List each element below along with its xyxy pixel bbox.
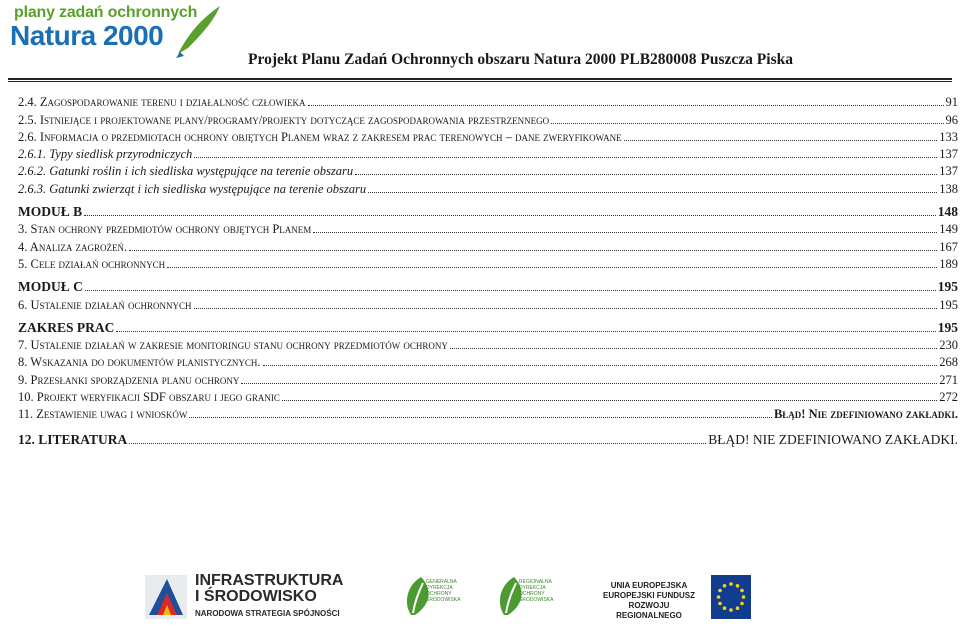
toc-entry-title: 10. Projekt weryfikacji SDF obszaru i jego granic bbox=[18, 390, 280, 405]
toc-entry[interactable] bbox=[18, 202, 958, 219]
toc-entry[interactable] bbox=[18, 335, 958, 352]
page-header-title: Projekt Planu Zadań Ochronnych obszaru Natura 2000 PLB280008 Puszcza Piska bbox=[248, 51, 793, 68]
toc-entry-title: 2.4. Zagospodarowanie terenu i działalność człowieka bbox=[18, 95, 306, 110]
footer-logos bbox=[0, 565, 960, 630]
toc-entry[interactable] bbox=[18, 178, 958, 195]
eu-line2: EUROPEJSKI FUNDUSZ bbox=[602, 591, 695, 600]
infrastructure-logo-text bbox=[195, 573, 343, 605]
header-divider-thin bbox=[8, 81, 952, 82]
toc-entry-title: 8. Wskazania do dokumentów planistycznych. bbox=[18, 355, 261, 370]
toc-entry-page: 271 bbox=[939, 372, 958, 387]
toc-leader-dots bbox=[85, 289, 936, 291]
toc-entry-title: 7. Ustalenie działań w zakresie monitoringu stanu ochrony przedmiotów ochrony bbox=[18, 338, 448, 353]
toc-leader-dots bbox=[189, 416, 772, 418]
toc-entry-title: 3. Stan ochrony przedmiotów ochrony objętych Planem bbox=[18, 222, 312, 237]
toc-leader-dots bbox=[624, 139, 938, 141]
toc-entry[interactable] bbox=[18, 318, 958, 335]
toc-leader-dots bbox=[282, 399, 937, 401]
infra-line2: I ŚRODOWISKO bbox=[195, 588, 317, 605]
toc-entry[interactable] bbox=[18, 294, 958, 311]
eu-flag-icon bbox=[711, 575, 751, 619]
toc-entry-page: 149 bbox=[939, 222, 958, 237]
rdos-text: REGIONALNA DYREKCJA OCHRONY ŚRODOWISKA bbox=[519, 579, 554, 603]
toc-entry-title: 2.6.1. Typy siedlisk przyrodniczych bbox=[18, 147, 193, 162]
eu-fund-text bbox=[596, 581, 702, 621]
toc-entry-page: 195 bbox=[937, 279, 958, 295]
toc-entry-page: 91 bbox=[945, 95, 958, 110]
logo-line2: Natura 2000 bbox=[10, 20, 164, 51]
toc-entry-page: 137 bbox=[939, 164, 958, 179]
logo-line1: plany zadań ochronnych bbox=[14, 4, 198, 21]
toc-leader-dots bbox=[167, 266, 937, 268]
leaf-icon bbox=[174, 2, 226, 60]
toc-entry-page: 148 bbox=[937, 204, 958, 220]
toc-entry-page: 272 bbox=[939, 390, 958, 405]
toc-entry-page: 195 bbox=[937, 319, 958, 335]
toc-leader-dots bbox=[551, 122, 943, 124]
toc-entry-title: MODUŁ C bbox=[18, 279, 83, 295]
toc-entry[interactable] bbox=[18, 92, 958, 109]
toc-leader-dots bbox=[263, 364, 938, 366]
toc-entry-title: 2.6. Informacja o przedmiotach ochrony objętych Planem wraz z zakresem prac terenowych – dane zweryfikowane bbox=[18, 129, 622, 144]
toc-entry[interactable] bbox=[18, 219, 958, 236]
toc-leader-dots bbox=[194, 156, 937, 158]
toc-entry-title: MODUŁ B bbox=[18, 204, 83, 220]
header-divider bbox=[8, 78, 952, 80]
toc-entry-title: 2.6.2. Gatunki roślin i ich siedliska występujące na terenie obszaru bbox=[18, 164, 354, 179]
gdos-text: GENERALNA DYREKCJA OCHRONY ŚRODOWISKA bbox=[426, 579, 461, 603]
toc-entry[interactable] bbox=[18, 277, 958, 294]
toc-entry-title: 5. Cele działań ochronnych bbox=[18, 256, 166, 271]
toc-entry-page: 96 bbox=[945, 112, 958, 127]
toc-entry[interactable] bbox=[18, 127, 958, 144]
toc-entry-title: 2.5. Istniejące i projektowane plany/programy/projekty dotyczące zagospodarowania przestrzennego bbox=[18, 112, 550, 127]
toc-leader-dots bbox=[355, 173, 937, 175]
toc-entry-page: 230 bbox=[939, 338, 958, 353]
toc-entry[interactable] bbox=[18, 387, 958, 404]
toc-entry[interactable] bbox=[18, 109, 958, 126]
eu-line3: ROZWOJU REGIONALNEGO bbox=[616, 601, 682, 620]
toc-entry-page: 138 bbox=[939, 181, 958, 196]
toc-entry-page: BŁĄD! NIE ZDEFINIOWANO ZAKŁADKI. bbox=[708, 431, 958, 447]
toc-entry-title: 9. Przesłanki sporządzenia planu ochrony bbox=[18, 372, 240, 387]
toc-entry-page: 137 bbox=[939, 147, 958, 162]
toc-entry[interactable] bbox=[18, 369, 958, 386]
toc-entry[interactable] bbox=[18, 352, 958, 369]
toc-leader-dots bbox=[368, 191, 937, 193]
toc-leader-dots bbox=[313, 231, 937, 233]
toc-entry-title: ZAKRES PRAC bbox=[18, 319, 115, 335]
toc-entry-title: 4. Analiza zagrożeń. bbox=[18, 239, 128, 254]
toc-entry[interactable] bbox=[18, 236, 958, 253]
toc-entry-page: 189 bbox=[939, 256, 958, 271]
toc-entry-page: 195 bbox=[939, 297, 958, 312]
toc-entry[interactable] bbox=[18, 144, 958, 161]
toc-leader-dots bbox=[129, 249, 937, 251]
natura-2000-logo bbox=[4, 2, 244, 70]
infra-subtitle: NARODOWA STRATEGIA SPÓJNOŚCI bbox=[195, 609, 340, 618]
toc-leader-dots bbox=[84, 214, 936, 216]
toc-entry-page: Błąd! Nie zdefiniowano zakładki. bbox=[773, 407, 958, 422]
toc-entry-title: 6. Ustalenie działań ochronnych bbox=[18, 297, 192, 312]
toc-leader-dots bbox=[450, 347, 937, 349]
infra-line1: INFRASTRUKTURA bbox=[195, 572, 344, 589]
toc-entry-title: 2.6.3. Gatunki zwierząt i ich siedliska występujące na terenie obszaru bbox=[18, 181, 367, 196]
toc-entry-page: 268 bbox=[939, 355, 958, 370]
toc-entry-title: 11. Zestawienie uwag i wniosków bbox=[18, 407, 188, 422]
toc-entry-title: 12. LITERATURA bbox=[18, 431, 128, 447]
toc-entry[interactable] bbox=[18, 404, 958, 421]
toc-entry-page: 133 bbox=[939, 129, 958, 144]
toc-entry[interactable] bbox=[18, 429, 958, 446]
toc-leader-dots bbox=[308, 104, 944, 106]
table-of-contents bbox=[18, 92, 958, 447]
toc-entry-page: 167 bbox=[939, 239, 958, 254]
toc-entry[interactable] bbox=[18, 254, 958, 271]
toc-entry[interactable] bbox=[18, 161, 958, 178]
toc-leader-dots bbox=[116, 330, 935, 332]
infrastructure-logo-icon bbox=[143, 571, 189, 623]
toc-leader-dots bbox=[241, 382, 937, 384]
toc-leader-dots bbox=[194, 307, 938, 309]
eu-line1: UNIA EUROPEJSKA bbox=[610, 581, 688, 590]
toc-leader-dots bbox=[129, 442, 706, 444]
